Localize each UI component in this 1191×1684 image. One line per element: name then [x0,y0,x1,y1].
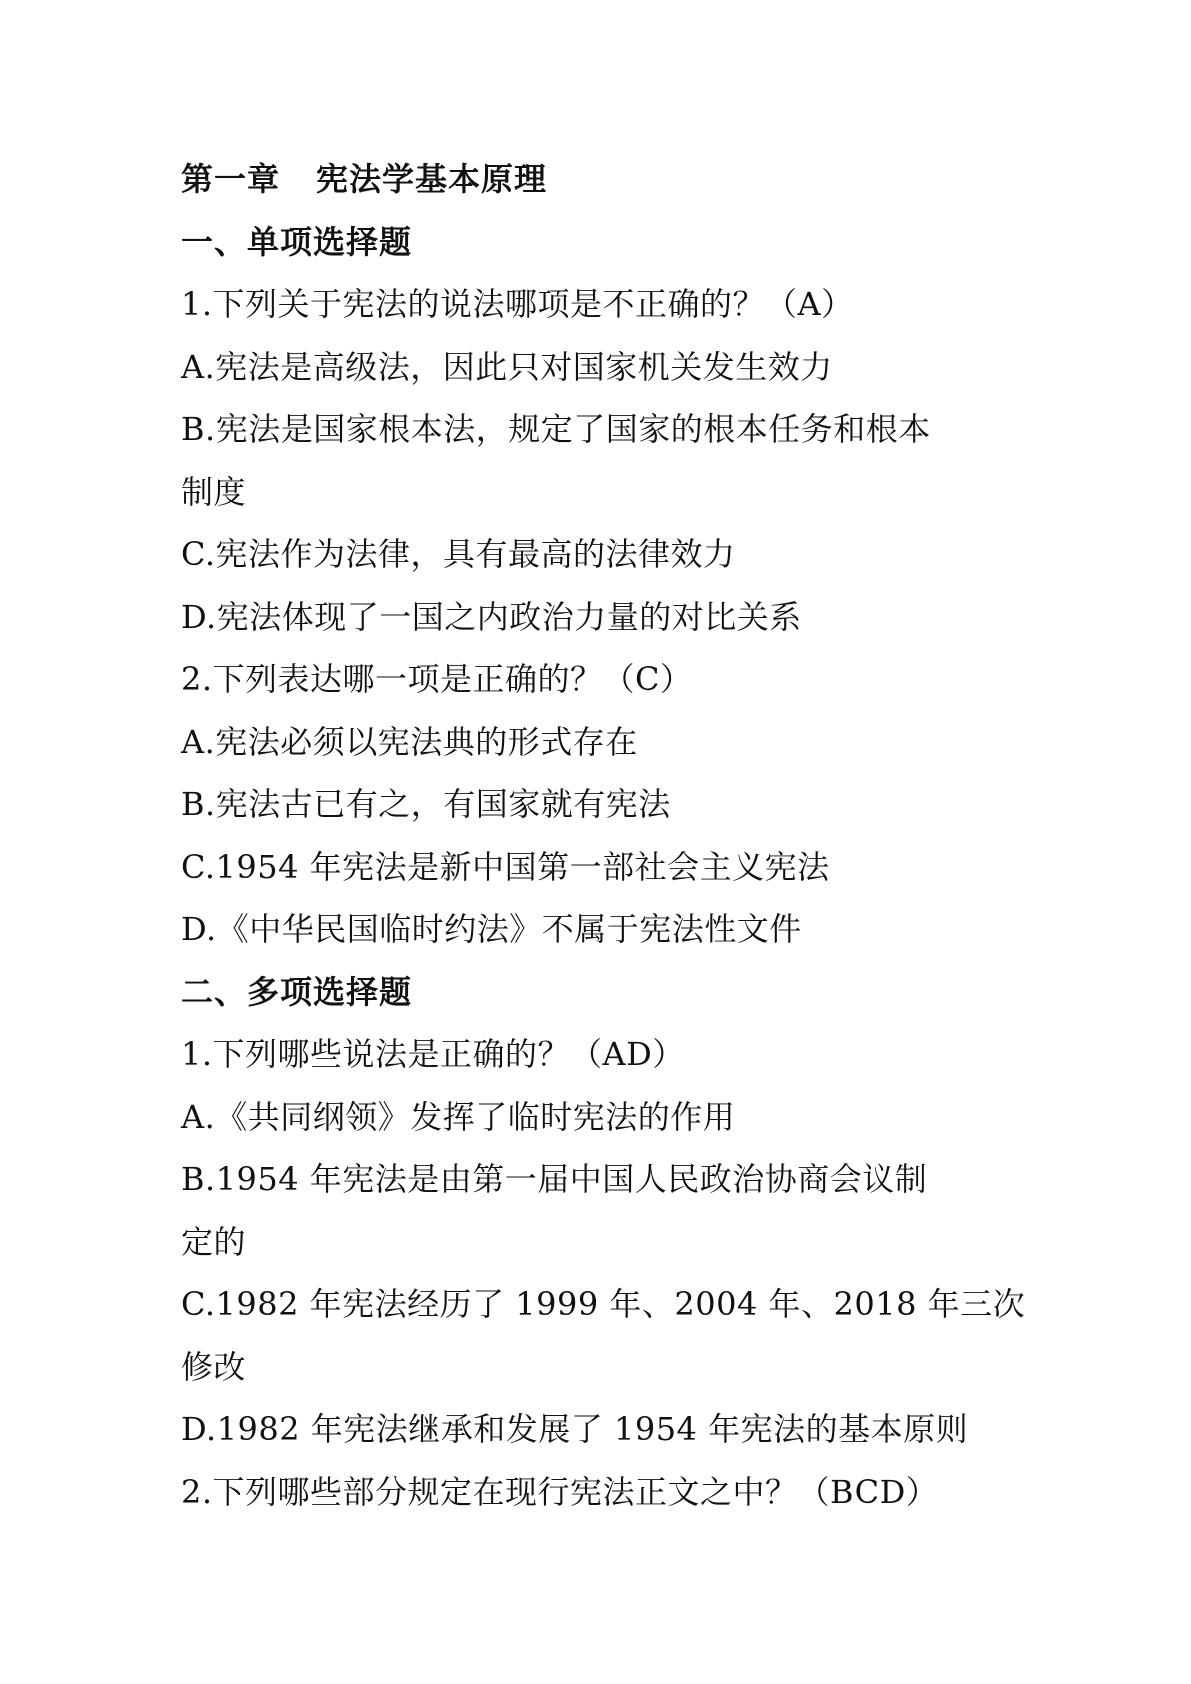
chapter-number: 第一章 [181,160,281,198]
answer-option-continuation: 修改 [181,1347,247,1386]
answer-option: D.宪法体现了一国之内政治力量的对比关系 [181,597,802,636]
answer-option-continuation: 制度 [181,472,247,511]
question-stem: 2.下列哪些部分规定在现行宪法正文之中？（BCD） [181,1472,939,1511]
answer-option: B.1954 年宪法是由第一届中国人民政治协商会议制 [181,1160,928,1198]
section-heading-single-choice: 一、单项选择题 [181,222,413,261]
answer-option: D.1982 年宪法继承和发展了 1954 年宪法的基本原则 [181,1410,969,1448]
answer-option: C.1982 年宪法经历了 1999 年、2004 年、2018 年三次 [181,1285,1026,1323]
answer-option: C.宪法作为法律，具有最高的法律效力 [181,535,736,573]
answer-option: B.宪法是国家根本法，规定了国家的根本任务和根本 [181,410,931,448]
answer-option: A.宪法必须以宪法典的形式存在 [181,722,638,761]
document-page [181,148,1026,1523]
answer-option: B.宪法古已有之，有国家就有宪法 [181,785,671,823]
answer-option-continuation: 定的 [181,1222,247,1261]
question-stem: 2.下列表达哪一项是正确的？（C） [181,660,693,698]
question-stem: 1.下列哪些说法是正确的？（AD） [181,1035,685,1073]
answer-option: D.《中华民国临时约法》不属于宪法性文件 [181,910,802,948]
answer-option: A.宪法是高级法，因此只对国家机关发生效力 [181,347,833,386]
chapter-heading [181,148,1021,211]
answer-option: C.1954 年宪法是新中国第一部社会主义宪法 [181,847,830,886]
question-stem: 1.下列关于宪法的说法哪项是不正确的？（A） [181,285,854,323]
section-heading-multiple-choice: 二、多项选择题 [181,972,413,1011]
chapter-title: 宪法学基本原理 [316,160,548,198]
answer-option: A.《共同纲领》发挥了临时宪法的作用 [181,1097,736,1136]
